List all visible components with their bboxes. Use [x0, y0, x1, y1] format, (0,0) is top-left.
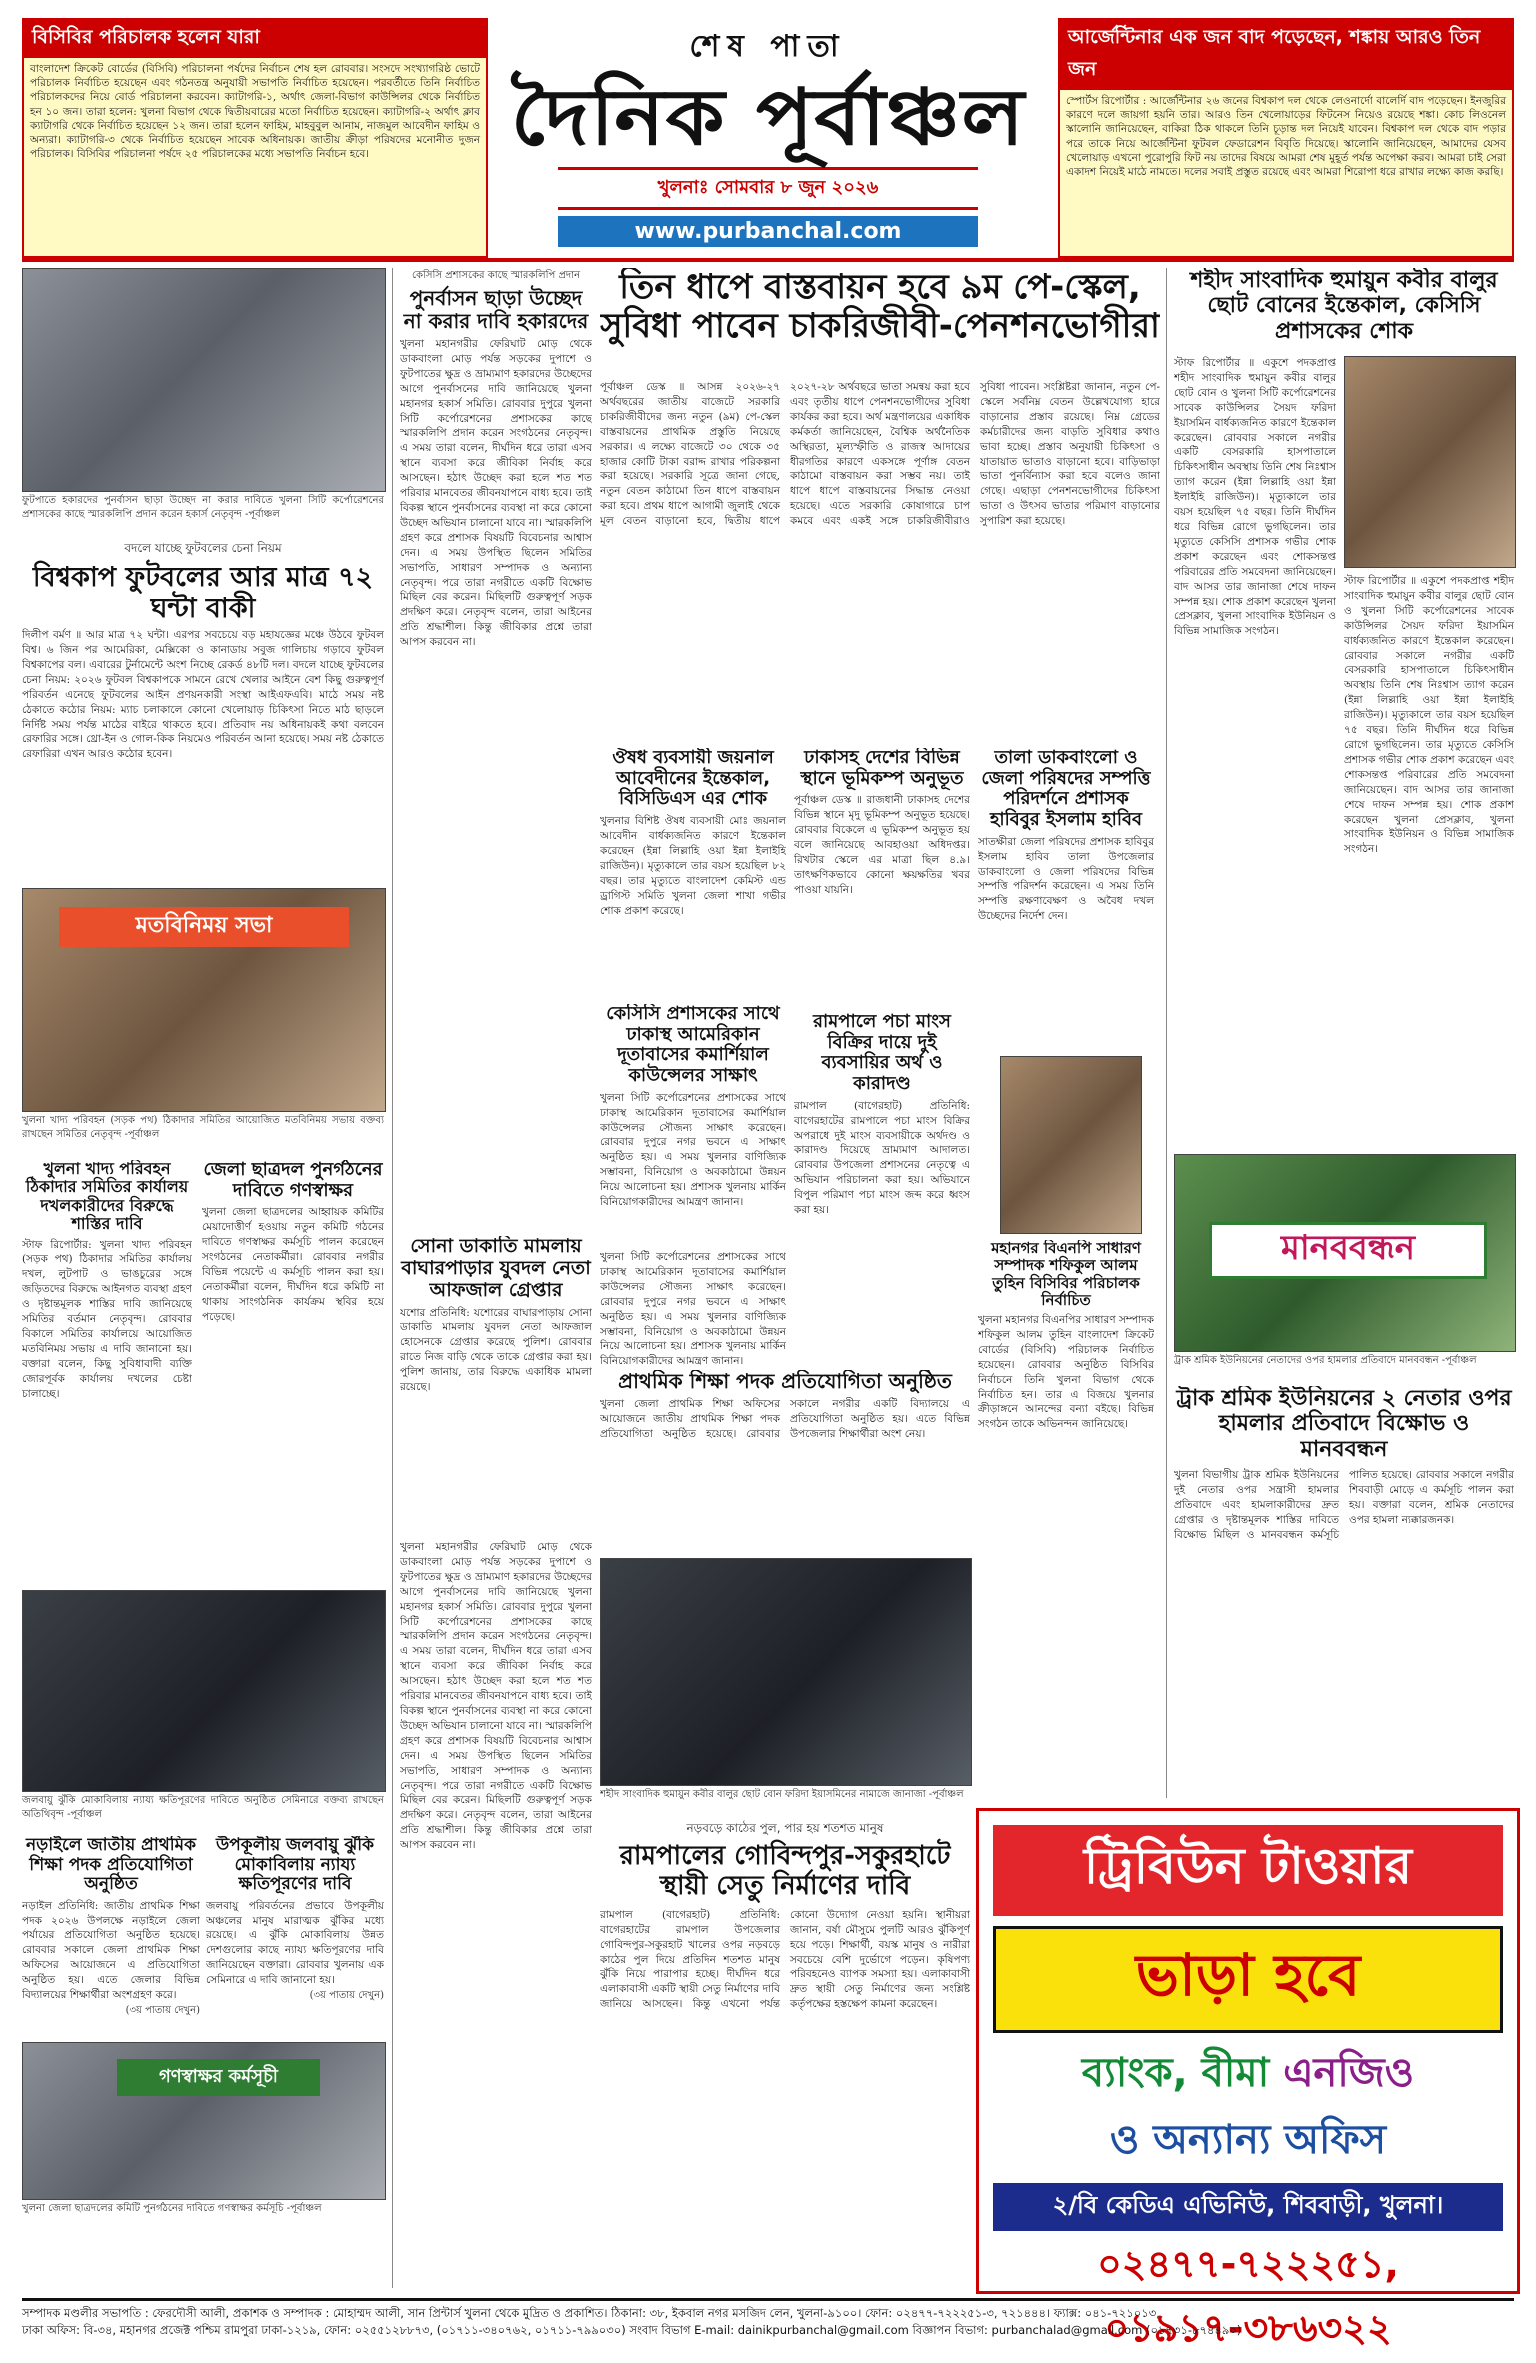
meeting-photo-caption: খুলনা খাদ্য পরিবহন (সড়ক পথ) ঠিকাদার সমিতির আয়োজিত মতবিনিময় সভায় বক্তব্য রাখছেন সমিতির নেতৃবৃন্দ -পূর্বাঞ্চল	[22, 1115, 384, 1140]
right-ear-box	[1058, 18, 1514, 258]
food-contractors-story	[22, 1160, 192, 1580]
worldcup-story	[22, 540, 384, 880]
ad-address: ২/বি কেডিএ এভিনিউ, শিববাড়ী, খুলনা।	[993, 2183, 1503, 2231]
jaynal-body: খুলনার বিশিষ্ট ঔষধ ব্যবসায়ী মোঃ জয়নাল আবেদীন বার্ধক্যজনিত কারণে ইন্তেকাল করেছেন (ইন্না লিল্লাহি ওয়া ইন্না ইলাইহি রাজিউন)। মৃত্যুকালে তার বয়স হয়েছিল ৮২ বছর। তার মৃত্যুতে বাংলাদেশ কেমিস্ট এন্ড ড্রাগিস্ট সমিতি খুলনা জেলা শাখা গভীর শোক প্রকাশ করেছে।	[600, 815, 786, 917]
shafiqul-headline: মহানগর বিএনপি সাধারণ সম্পাদক শফিকুল আলম তুহিন বিসিবির পরিচালক নির্বাচিত	[991, 1240, 1141, 1309]
climate-body: জলবায়ু পরিবর্তনের প্রভাবে উপকূলীয় অঞ্চলের মানুষ মারাত্মক ঝুঁকির মধ্যে রয়েছে। এ ঝুঁকি মোকাবিলায় উন্নত দেশগুলোর কাছে ন্যায্য ক্ষতিপূরণের দাবি জানিয়েছেন বক্তারা। রোববার খুলনায় এক সেমিনারে এ দাবি জানানো হয়।	[206, 1899, 384, 1987]
punorbason-headline: পুনর্বাসন ছাড়া উচ্ছেদ না করার দাবি হকারদের	[403, 286, 589, 333]
habib-story	[978, 748, 1154, 1048]
narail-continued: (৩য় পাতায় দেখুন)	[125, 2004, 200, 2016]
ambassador-body: খুলনা সিটি কর্পোরেশনের প্রশাসকের সাথে ঢাকাস্থ আমেরিকান দূতাবাসের কমার্শিয়াল কাউন্সেলর সৌজন্য সাক্ষাৎ করেছেন। রোববার দুপুরে নগর ভবনে এ সাক্ষাৎ অনুষ্ঠিত হয়। এ সময় খুলনার বাণিজ্যিক সম্ভাবনা, বিনিয়োগ ও অবকাঠামো উন্নয়ন নিয়ে আলোচনা হয়। প্রশাসক খুলনায় মার্কিন বিনিয়োগকারীদের আমন্ত্রণ জানান।	[600, 1091, 786, 1209]
rampal-bridge-story	[600, 1820, 970, 2290]
gold-story	[400, 1236, 592, 1536]
chhatradal-story	[202, 1160, 384, 1580]
hawkers-photo-caption: ফুটপাতে হকারদের পুনর্বাসন ছাড়া উচ্ছেদ না করার দাবিতে খুলনা সিটি কর্পোরেশনের প্রশাসকের কাছে স্মারকলিপি প্রদান করেন হকার্স নেতৃবৃন্দ -পূর্বাঞ্চল	[22, 495, 384, 520]
gold-body: যশোর প্রতিনিধি: যশোরের বাঘারপাড়ায় সোনা ডাকাতি মামলায় যুবদল নেতা আফজাল হোসেনকে গ্রেপ্তার করেছে পুলিশ। রোববার রাতে নিজ বাড়ি থেকে তাকে গ্রেপ্তার করা হয়। পুলিশ জানায়, তার বিরুদ্ধে একাধিক মামলা রয়েছে।	[400, 1306, 592, 1394]
climate-continued: (৩য় পাতায় দেখুন)	[309, 1990, 384, 2002]
lead-story-body: পূর্বাঞ্চল ডেস্ক ॥ আসন্ন ২০২৬-২৭ অর্থবছরের জাতীয় বাজেটে সরকারি চাকরিজীবীদের জন্য নতুন (৯ম) পে-স্কেল বাস্তবায়নের প্রাথমিক প্রস্তুতি নিয়েছে সরকার। এ লক্ষ্যে বাজেটে ৩০ থেকে ৩৫ হাজার কোটি টাকা বরাদ্দ রাখার পরিকল্পনা করা হয়েছে। সরকারি সূত্রে জানা গেছে, নতুন বেতন কাঠামো তিন ধাপে বাস্তবায়ন করা হবে। প্রথম ধাপে আগামী জুলাই থেকে মূল বেতন বাড়ানো হবে, দ্বিতীয় ধাপে ২০২৭-২৮ অর্থবছরে ভাতা সমন্বয় করা হবে এবং তৃতীয় ধাপে পেনশনভোগীদের সুবিধা কার্যকর করা হবে। অর্থ মন্ত্রণালয়ের একাধিক কর্মকর্তা জানিয়েছেন, বৈশ্বিক অর্থনৈতিক অস্থিরতা, মূল্যস্ফীতি ও রাজস্ব আদায়ের ধীরগতির কারণে একসঙ্গে পূর্ণাঙ্গ বেতন কাঠামো বাস্তবায়ন করা সম্ভব নয়। তাই ধাপে ধাপে বাস্তবায়নের সিদ্ধান্ত নেওয়া হয়েছে। এতে সরকারি কোষাগারে চাপ কমবে এবং একই সঙ্গে চাকরিজীবীরাও সুবিধা পাবেন। সংশ্লিষ্টরা জানান, নতুন পে-স্কেলে সর্বনিম্ন বেতন উল্লেখযোগ্য হারে বাড়ানোর প্রস্তাব রয়েছে। নিম্ন গ্রেডের কর্মচারীদের জন্য বাড়তি সুবিধার কথাও ভাবা হচ্ছে। প্রস্তাব অনুযায়ী চিকিৎসা ও যাতায়াত ভাতাও বাড়ানো হবে। বাড়িভাড়া ভাতা পুনর্বিন্যাস করা হবে বলেও জানা গেছে। এছাড়া পেনশনভোগীদের চিকিৎসা ভাতা ও উৎসব ভাতার পরিমাণ বাড়ানোর সুপারিশ করা হয়েছে।	[600, 381, 1160, 528]
food-contractors-headline: খুলনা খাদ্য পরিবহন ঠিকাদার সমিতির কার্যালয় দখলকারীদের বিরুদ্ধে শাস্তির দাবি	[25, 1160, 189, 1234]
meeting-photo-banner: মতবিনিময় সভা	[59, 907, 349, 947]
right-column-divider	[1166, 268, 1167, 1798]
ad-bank-insurance: ব্যাংক, বীমা	[1081, 2050, 1284, 2096]
punorbason-body: খুলনা মহানগরীর ফেরিঘাট মোড় থেকে ডাকবাংলা মোড় পর্যন্ত সড়কের দুপাশে ও ফুটপাতের ক্ষুদ্র ও ভ্রাম্যমাণ হকারদের উচ্ছেদের আগে পুনর্বাসনের দাবি জানিয়েছে খুলনা মহানগর হকার্স সমিতি। রোববার দুপুরে খুলনা সিটি কর্পোরেশনের প্রশাসকের কাছে স্মারকলিপি প্রদান করেন সংগঠনের নেতৃবৃন্দ। এ সময় তারা বলেন, দীর্ঘদিন ধরে তারা এসব স্থানে ব্যবসা করে জীবিকা নির্বাহ করে আসছেন। হঠাৎ উচ্ছেদ করা হলে শত শত পরিবার মানবেতর জীবনযাপনে বাধ্য হবে। তাই বিকল্প স্থানে পুনর্বাসনের ব্যবস্থা না করে কোনো উচ্ছেদ অভিযান চালানো যাবে না। স্মারকলিপি গ্রহণ করে প্রশাসক বিষয়টি বিবেচনার আশ্বাস দেন। এ সময় উপস্থিত ছিলেন সমিতির সভাপতি, সাধারণ সম্পাদক ও অন্যান্য নেতৃবৃন্দ। পরে তারা নগরীতে একটি বিক্ষোভ মিছিল বের করেন। মিছিলটি গুরুত্বপূর্ণ সড়ক প্রদক্ষিণ করে। নেতৃবৃন্দ বলেন, তারা আইনের প্রতি শ্রদ্ধাশীল। কিন্তু জীবিকার প্রশ্নে তারা আপস করবেন না।	[400, 338, 592, 649]
humayun-body: স্টাফ রিপোর্টার ॥ একুশে পদকপ্রাপ্ত শহীদ সাংবাদিক হুমায়ুন কবীর বালুর ছোট বোন ও খুলনা সিটি কর্পোরেশনের সাবেক কাউন্সিলর সৈয়দ ফরিদা ইয়াসমিন বার্ধক্যজনিত কারণে ইন্তেকাল করেছেন। রোববার সকালে নগরীর একটি বেসরকারি হাসপাতালে চিকিৎসাধীন অবস্থায় তিনি শেষ নিঃশ্বাস ত্যাগ করেন (ইন্না লিল্লাহি ওয়া ইন্না ইলাইহি রাজিউন)। মৃত্যুকালে তার বয়স হয়েছিল ৭৫ বছর। তিনি দীর্ঘদিন ধরে বিভিন্ন রোগে ভুগছিলেন। তার মৃত্যুতে কেসিসি প্রশাসক গভীর শোক প্রকাশ করেছেন এবং শোকসন্তপ্ত পরিবারের প্রতি সমবেদনা জানিয়েছেন। বাদ আসর তার জানাজা শেষে দাফন সম্পন্ন হয়। শোক প্রকাশ করেছেন খুলনা প্রেসক্লাব, খুলনা সাংবাদিক ইউনিয়ন ও বিভিন্ন সামাজিক সংগঠন।	[1174, 357, 1336, 638]
lead-headline-line2: সুবিধা পাবেন চাকরিজীবী-পেনশনভোগীরা	[600, 306, 1160, 347]
rampal-bridge-kicker: নড়বড়ে কাঠের পুল, পার হয় শতশত মানুষ	[686, 1821, 884, 1835]
chhatradal-headline: জেলা ছাত্রদল পুনর্গঠনের দাবিতে গণস্বাক্ষর	[203, 1160, 383, 1201]
chhatradal-body: খুলনা জেলা ছাত্রদলের আহ্বায়ক কমিটির মেয়াদোত্তীর্ণ হওয়ায় নতুন কমিটি গঠনের দাবিতে গণস্বাক্ষর কর্মসূচি পালন করেছেন সংগঠনের নেতাকর্মীরা। রোববার নগরীর বিভিন্ন পয়েন্টে এ কর্মসূচি পালন করা হয়। নেতাকর্মীরা বলেন, দীর্ঘদিন ধরে কমিটি না থাকায় সাংগঠনিক কার্যক্রম স্থবির হয়ে পড়েছে।	[202, 1206, 384, 1323]
rampal-meat-body: রামপাল (বাগেরহাট) প্রতিনিধি: বাগেরহাটের রামপালে পচা মাংস বিক্রির অপরাধে দুই মাংস ব্যবসায়ীকে অর্থদণ্ড ও কারাদণ্ড দিয়েছে ভ্রাম্যমাণ আদালত। রোববার উপজেলা প্রশাসনের নেতৃত্বে এ অভিযান পরিচালনা করা হয়। অভিযানে বিপুল পরিমাণ পচা মাংস জব্দ করে ধ্বংস করা হয়।	[794, 1099, 970, 1217]
humayun-body-cont: স্টাফ রিপোর্টার ॥ একুশে পদকপ্রাপ্ত শহীদ সাংবাদিক হুমায়ুন কবীর বালুর ছোট বোন ও খুলনা সিটি কর্পোরেশনের সাবেক কাউন্সিলর সৈয়দ ফরিদা ইয়াসমিন বার্ধক্যজনিত কারণে ইন্তেকাল করেছেন। রোববার সকালে নগরীর একটি বেসরকারি হাসপাতালে চিকিৎসাধীন অবস্থায় তিনি শেষ নিঃশ্বাস ত্যাগ করেন (ইন্না লিল্লাহি ওয়া ইন্না ইলাইহি রাজিউন)। মৃত্যুকালে তার বয়স হয়েছিল ৭৫ বছর। তিনি দীর্ঘদিন ধরে বিভিন্ন রোগে ভুগছিলেন। তার মৃত্যুতে কেসিসি প্রশাসক গভীর শোক প্রকাশ করেছেন এবং শোকসন্তপ্ত পরিবারের প্রতি সমবেদনা জানিয়েছেন। বাদ আসর তার জানাজা শেষে দাফন সম্পন্ন হয়। শোক প্রকাশ করেছেন খুলনা প্রেসক্লাব, খুলনা সাংবাদিক ইউনিয়ন ও বিভিন্ন সামাজিক সংগঠন।	[1344, 575, 1514, 856]
ad-line-bank	[979, 2041, 1517, 2108]
meeting-photo	[22, 888, 386, 1112]
primary-edu-story	[600, 1370, 970, 1550]
climate-headline: উপকূলীয় জলবায়ু ঝুঁকি মোকাবিলায় ন্যায্য ক্ষতিপূরণের দাবি	[216, 1836, 374, 1895]
ad-phone[interactable]: ০২৪৭৭-৭২২২৫১, ০১৯১৭-৩৮৬৩২২	[1097, 2242, 1399, 2350]
earthquake-story	[794, 748, 970, 1008]
worldcup-body: দিলীপ বর্মণ ॥ আর মাত্র ৭২ ঘন্টা। এরপর সবচেয়ে বড় মহাযজ্ঞের মঞ্চে উঠবে ফুটবল বিশ্ব। ৬ জিন পর আমেরিকা, মেক্সিকো ও কানাডায় সবুজ গালিচায় গড়াবে ফুটবল বিশ্বকাপের বল। এবারের টুর্নামেন্টে অংশ নিচ্ছে রেকর্ড ৪৮টি দল। বদলে যাচ্ছে ফুটবলের চেনা নিয়ম: ২০২৬ ফুটবল বিশ্বকাপকে সামনে রেখে খেলার আইনে বেশ কিছু গুরুত্বপূর্ণ পরিবর্তন এনেছে ফুটবলের আইন প্রণয়নকারী সংস্থা আইএফএবি। মাঠে সময় নষ্ট ঠেকাতে কঠোর নিয়ম: ম্যাচ চলাকালে কোনো খেলোয়াড় চিকিৎসা নিতে মাঠ ছাড়লে নির্দিষ্ট সময় পর্যন্ত মাঠের বাইরে থাকতে হবে। প্রতিবাদ নয় অধিনায়কই কথা বলবেন রেফারির সঙ্গে। থ্রো-ইন ও গোল-কিক নিয়মেও পরিবর্তন আনা হয়েছে। সময় নষ্ট ঠেকাতে রেফারিরা এখন আরও কঠোর হবেন।	[22, 629, 384, 761]
human-chain-photo	[1174, 1154, 1516, 1352]
primary-edu-body: খুলনা জেলা প্রাথমিক শিক্ষা অফিসের আয়োজনে জাতীয় প্রাথমিক শিক্ষা পদক প্রতিযোগিতা অনুষ্ঠিত হয়েছে। রোববার সকালে নগরীর একটি বিদ্যালয়ে এ প্রতিযোগিতা অনুষ্ঠিত হয়। এতে বিভিন্ন উপজেলার শিক্ষার্থীরা অংশ নেয়।	[600, 1398, 970, 1440]
left-ear-box	[22, 18, 488, 258]
janaza-photo-caption: শহীদ সাংবাদিক হুমায়ুন কবীর বালুর ছোট বোন ফরিদা ইয়াসমিনের নামাজে জানাজা -পূর্বাঞ্চল	[600, 1789, 964, 1800]
ambassador-body-more: খুলনা সিটি কর্পোরেশনের প্রশাসকের সাথে ঢাকাস্থ আমেরিকান দূতাবাসের কমার্শিয়াল কাউন্সেলর সৌজন্য সাক্ষাৎ করেছেন। রোববার দুপুরে নগর ভবনে এ সাক্ষাৎ অনুষ্ঠিত হয়। এ সময় খুলনার বাণিজ্যিক সম্ভাবনা, বিনিয়োগ ও অবকাঠামো উন্নয়ন নিয়ে আলোচনা হয়। প্রশাসক খুলনায় মার্কিন বিনিয়োগকারীদের আমন্ত্রণ জানান।	[600, 1251, 786, 1368]
website-link[interactable]: www.purbanchal.com	[558, 216, 978, 247]
rampal-meat-story	[794, 1012, 970, 1372]
ad-ngo: এনজিও	[1283, 2050, 1415, 2096]
seminar-photo	[22, 1590, 386, 1792]
right-ear-title: আর্জেন্টিনার এক জন বাদ পড়েছেন, শঙ্কায় আরও তিন জন	[1060, 20, 1512, 90]
gold-headline: সোনা ডাকাতি মামলায় বাঘারপাড়ার যুবদল নেতা আফজাল গ্রেপ্তার	[401, 1236, 591, 1301]
imprint-footer	[22, 2298, 1514, 2349]
human-chain-photo-banner: মানববন্ধন	[1209, 1222, 1487, 1279]
imprint-line-2: ঢাকা অফিস: বি-৩৪, মহানগর প্রজেক্ট পশ্চিম রামপুরা ঢাকা-১২১৯, ফোন: ০২৫৫১২৮৮৭৩, (০১৭১১-৩৪০৭৬২, ০১৭১১-৭৯৯০৩০) সংবাদ বিভাগ E-mail: dainikpurbanchal@gmail.com বিজ্ঞাপন বিভাগ: purbanchalad@gmail.com (০১৭৩১-৮৭৪৪৯০)	[22, 2323, 1242, 2338]
narail-body: নড়াইল প্রতিনিধি: জাতীয় প্রাথমিক শিক্ষা পদক ২০২৬ উপলক্ষে নড়াইলে জেলা পর্যায়ের প্রতিযোগিতা অনুষ্ঠিত হয়েছে। রোববার সকালে জেলা প্রাথমিক শিক্ষা অফিসের আয়োজনে এ প্রতিযোগিতা অনুষ্ঠিত হয়। এতে জেলার বিভিন্ন বিদ্যালয়ের শিক্ষার্থীরা অংশগ্রহণ করে।	[22, 1899, 200, 2002]
worldcup-kicker: বদলে যাচ্ছে ফুটবলের চেনা নিয়ম	[124, 541, 282, 555]
punorbason-story	[400, 268, 592, 1228]
ad-title: ট্রিবিউন টাওয়ার	[993, 1825, 1503, 1916]
shafiqul-portrait	[1000, 1056, 1142, 1234]
jaynal-headline: ঔষধ ব্যবসায়ী জয়নাল আবেদীনের ইন্তেকাল, বিসিডিএস এর শোক	[612, 748, 774, 810]
truck-headline: ট্রাক শ্রমিক ইউনিয়নের ২ নেতার ওপর হামলার প্রতিবাদে বিক্ষোভ ও মানববন্ধন	[1176, 1386, 1512, 1462]
humayun-headline-block	[1174, 268, 1514, 348]
worldcup-headline: বিশ্বকাপ ফুটবলের আর মাত্র ৭২ ঘন্টা বাকী	[32, 562, 374, 625]
seminar-photo-caption: জলবায়ু ঝুঁকি মোকাবিলায় ন্যায্য ক্ষতিপূরণের দাবিতে অনুষ্ঠিত সেমিনারে বক্তব্য রাখছেন অতিথিবৃন্দ -পূর্বাঞ্চল	[22, 1795, 384, 1820]
shafiqul-body: খুলনা মহানগর বিএনপির সাধারণ সম্পাদক শফিকুল আলম তুহিন বাংলাদেশ ক্রিকেট বোর্ডের (বিসিবি) পরিচালক নির্বাচিত হয়েছেন। রোববার অনুষ্ঠিত বিসিবির নির্বাচনে তিনি খুলনা বিভাগ থেকে নির্বাচিত হন। তার এ বিজয়ে খুলনার ক্রীড়াঙ্গনে আনন্দের বন্যা বইছে। বিভিন্ন সংগঠন তাকে অভিনন্দন জানিয়েছে।	[978, 1314, 1154, 1431]
signature-photo-banner: গণস্বাক্ষর কর্মসূচী	[117, 2059, 320, 2096]
narail-headline: নড়াইলে জাতীয় প্রাথমিক শিক্ষা পদক প্রতিযোগিতা অনুষ্ঠিত	[26, 1836, 196, 1895]
truck-body: খুলনা বিভাগীয় ট্রাক শ্রমিক ইউনিয়নের দুই নেতার ওপর সন্ত্রাসী হামলার প্রতিবাদে এবং হামলাকারীদের দ্রুত গ্রেপ্তার ও দৃষ্টান্তমূলক শাস্তির দাবিতে বিক্ষোভ মিছিল ও মানববন্ধন কর্মসূচি পালিত হয়েছে। রোববার সকালে নগরীর শিববাড়ী মোড়ে এ কর্মসূচি পালন করা হয়। বক্তারা বলেন, শ্রমিক নেতাদের ওপর হামলা ন্যক্কারজনক।	[1174, 1468, 1514, 1541]
imprint-line-1: সম্পাদক মণ্ডলীর সভাপতি : ফেরদৌসী আলী, প্রকাশক ও সম্পাদক : মোহাম্মদ আলী, সান প্রিন্টার্স খুলনা থেকে মুদ্রিত ও প্রকাশিত। ঠিকানা: ৩৮, ইকবাল নগর মসজিদ লেন, খুলনা-৯১০০। ফোন: ০২৪৭৭-৭২২২৫১-৩, ৭২১৪৪৪। ফ্যাক্স: ০৪১-৭২১০১৩,	[22, 2306, 1160, 2320]
ad-line-offices: ও অন্যান্য অফিস	[1109, 2117, 1387, 2163]
janaza-photo	[600, 1558, 972, 1786]
earthquake-body: পূর্বাঞ্চল ডেস্ক ॥ রাজধানী ঢাকাসহ দেশের বিভিন্ন স্থানে মৃদু ভূমিকম্প অনুভূত হয়েছে। রোববার বিকেলে এ ভূমিকম্প অনুভূত হয় বলে জানিয়েছে আবহাওয়া অধিদপ্তর। রিখটার স্কেলে এর মাত্রা ছিল ৪.৯। তাৎক্ষণিকভাবে কোনো ক্ষয়ক্ষতির খবর পাওয়া যায়নি।	[794, 794, 970, 896]
ambassador-headline: কেসিসি প্রশাসকের সাথে ঢাকাস্থ আমেরিকান দূতাবাসের কমার্শিয়াল কাউন্সেলর সাক্ষাৎ	[606, 1004, 780, 1087]
gold-story-cont: খুলনা মহানগরীর ফেরিঘাট মোড় থেকে ডাকবাংলা মোড় পর্যন্ত সড়কের দুপাশে ও ফুটপাতের ক্ষুদ্র ও ভ্রাম্যমাণ হকারদের উচ্ছেদের আগে পুনর্বাসনের দাবি জানিয়েছে খুলনা মহানগর হকার্স সমিতি। রোববার দুপুরে খুলনা সিটি কর্পোরেশনের প্রশাসকের কাছে স্মারকলিপি প্রদান করেন সংগঠনের নেতৃবৃন্দ। এ সময় তারা বলেন, দীর্ঘদিন ধরে তারা এসব স্থানে ব্যবসা করে জীবিকা নির্বাহ করে আসছেন। হঠাৎ উচ্ছেদ করা হলে শত শত পরিবার মানবেতর জীবনযাপনে বাধ্য হবে। তাই বিকল্প স্থানে পুনর্বাসনের ব্যবস্থা না করে কোনো উচ্ছেদ অভিযান চালানো যাবে না। স্মারকলিপি গ্রহণ করে প্রশাসক বিষয়টি বিবেচনার আশ্বাস দেন। এ সময় উপস্থিত ছিলেন সমিতির সভাপতি, সাধারণ সম্পাদক ও অন্যান্য নেতৃবৃন্দ। পরে তারা নগরীতে একটি বিক্ষোভ মিছিল বের করেন। মিছিলটি গুরুত্বপূর্ণ সড়ক প্রদক্ষিণ করে। নেতৃবৃন্দ বলেন, তারা আইনের প্রতি শ্রদ্ধাশীল। কিন্তু জীবিকার প্রশ্নে তারা আপস করবেন না।	[400, 1541, 592, 1852]
ambassador-story	[600, 1004, 786, 1244]
primary-edu-headline: প্রাথমিক শিক্ষা পদক প্রতিযোগিতা অনুষ্ঠিত	[618, 1370, 952, 1393]
lead-headline-block	[600, 268, 1160, 376]
farida-portrait	[1344, 356, 1516, 568]
masthead-rule	[22, 258, 1514, 262]
section-label: শেষ পাতা	[689, 29, 847, 64]
left-ear-body: বাংলাদেশ ক্রিকেট বোর্ডের (বিসিবি) পরিচালনা পর্ষদের নির্বাচন শেষ হল রোববার। সংসদে সংখ্যাগরিষ্ঠ ভোটে পরিচালক নির্বাচিত হয়েছেন এবং গঠনতন্ত্র অনুযায়ী সভাপতি নির্বাচিত হয়েছেন। পরবর্তীতে তিনি নির্বাচিত পরিচালকদের নিয়ে বোর্ড পরিচালনা করবেন। ক্যাটাগরি-১, অর্থাৎ জেলা-বিভাগ কাউন্সিলর থেকে নির্বাচিত হন ১০ জন। তারা হলেন: খুলনা বিভাগ থেকে দ্বিতীয়বারের মতো নির্বাচিত হয়েছেন। ক্যাটাগরি-২ অর্থাৎ ক্লাব ক্যাটাগরি থেকে নির্বাচিত হয়েছেন ১২ জন। তারা হলেন ফাহিম, মাহবুবুল আনাম, নাজমুল আবেদীন ফাহিম ও অন্যরা। ক্যাটাগরি-৩ থেকে নির্বাচিত হয়েছেন সাবেক অধিনায়ক। জাতীয় ক্রীড়া পরিষদের মনোনীত দুজন পরিচালক। বিসিবির পরিচালনা পর্ষদে ২৫ পরিচালকের মধ্যে সভাপতি নির্বাচন হবে।	[30, 63, 480, 161]
signature-photo-caption: খুলনা জেলা ছাত্রদলের কমিটি পুনর্গঠনের দাবিতে গণস্বাক্ষর কর্মসূচি -পূর্বাঞ্চল	[22, 2203, 322, 2214]
food-contractors-body: স্টাফ রিপোর্টার: খুলনা খাদ্য পরিবহন (সড়ক পথ) ঠিকাদার সমিতির কার্যালয় দখল, লুটপাট ও ভাঙচুরের সঙ্গে জড়িতদের বিরুদ্ধে আইনগত ব্যবস্থা গ্রহণ ও দৃষ্টান্তমূলক শাস্তির দাবি জানিয়েছে সমিতির বর্তমান নেতৃবৃন্দ। রোববার বিকালে সমিতির কার্যালয়ে আয়োজিত মতবিনিময় সভায় এ দাবি জানানো হয়। বক্তারা বলেন, কিছু সুবিধাবাদী ব্যক্তি জোরপূর্বক কার্যালয় দখলের চেষ্টা চালাচ্ছে।	[22, 1238, 192, 1400]
truck-story	[1174, 1386, 1514, 1802]
ad-for-rent: ভাড়া হবে	[993, 1926, 1503, 2033]
newspaper-name: দৈনিক পূর্বাঞ্চল	[510, 72, 1026, 163]
masthead	[22, 18, 1514, 256]
habib-body: সাতক্ষীরা জেলা পরিষদের প্রশাসক হাবিবুর ইসলাম হাবিব তালা উপজেলার ডাকবাংলো ও জেলা পরিষদের বিভিন্ন সম্পত্তি পরিদর্শন করেছেন। এ সময় তিনি সম্পত্তি রক্ষণাবেক্ষণ ও অবৈধ দখল উচ্ছেদের নির্দেশ দেন।	[978, 835, 1154, 923]
human-chain-photo-caption: ট্রাক শ্রমিক ইউনিয়নের নেতাদের ওপর হামলার প্রতিবাদে মানববন্ধন -পূর্বাঞ্চল	[1174, 1355, 1477, 1366]
rampal-meat-headline: রামপালে পচা মাংস বিক্রির দায়ে দুই ব্যবসায়ির অর্থ ও কারাদণ্ড	[813, 1012, 951, 1095]
dateline: খুলনাঃ সোমবার ৮ জুন ২০২৬	[558, 167, 978, 210]
rampal-bridge-body: রামপাল (বাগেরহাট) প্রতিনিধি: বাগেরহাটের রামপাল উপজেলার গোবিন্দপুর-সকুরহাট খালের ওপর নড়বড়ে কাঠের পুল দিয়ে প্রতিদিন শতশত মানুষ ঝুঁকি নিয়ে পারাপার হচ্ছে। দীর্ঘদিন ধরে এলাকাবাসী একটি স্থায়ী সেতু নির্মাণের দাবি জানিয়ে আসছেন। কিন্তু এখনো পর্যন্ত কোনো উদ্যোগ নেওয়া হয়নি। স্থানীয়রা জানান, বর্ষা মৌসুমে পুলটি আরও ঝুঁকিপূর্ণ হয়ে পড়ে। শিক্ষার্থী, বয়স্ক মানুষ ও নারীরা সবচেয়ে বেশি দুর্ভোগে পড়েন। কৃষিপণ্য পরিবহনেও ব্যাপক সমস্যা হয়। এলাকাবাসী দ্রুত স্থায়ী সেতু নির্মাণের জন্য সংশ্লিষ্ট কর্তৃপক্ষের হস্তক্ষেপ কামনা করেছেন।	[600, 1908, 970, 2011]
habib-headline: তালা ডাকবাংলো ও জেলা পরিষদের সম্পত্তি পরিদর্শনে প্রশাসক হাবিবুর ইসলাম হাবিব	[981, 748, 1151, 831]
hawkers-photo	[22, 268, 386, 492]
rampal-bridge-headline: রামপালের গোবিন্দপুর-সকুরহাটে স্থায়ী সেতু নির্মাণের দাবি	[619, 1841, 951, 1901]
title-block	[510, 18, 1026, 256]
column-divider	[392, 268, 393, 2288]
shafiqul-story	[978, 1240, 1154, 1800]
left-ear-title: বিসিবির পরিচালক হলেন যারা	[24, 20, 486, 58]
right-ear-body: স্পোর্টস রিপোর্টার : আর্জেন্টিনার ২৬ জনের বিশ্বকাপ দল থেকে লেওনার্দো বালের্দি বাদ পড়েছেন। ইনজুরির কারণে দলে জায়গা হয়নি তার। আরও তিন খেলোয়াড়ের ফিটনেস নিয়েও রয়েছে শঙ্কা। কোচ লিওনেল স্কালোনি জানিয়েছেন, বাকিরা ঠিক থাকলে তিনি চূড়ান্ত দল নিয়েই যাবেন। বিশ্বকাপ দল থেকে বাদ পড়ার পরে তাকে নিয়ে আর্জেন্টিনা ফুটবল ফেডারেশন বিবৃতি দিয়েছে। স্কালোনি জানিয়েছেন, আমাদের যেসব খেলোয়াড় এখনো পুরোপুরি ফিট নয় তাদের বিষয়ে আমরা শেষ মুহূর্ত পর্যন্ত অপেক্ষা করব। আমরা চাই সেরা একাদশ নিয়েই মাঠে নামতে। দলের সবাই প্রস্তুত রয়েছে এবং আমরা শিরোপা ধরে রাখার লক্ষ্যে কাজ করছি।	[1066, 95, 1506, 178]
punorbason-kicker: কেসিসি প্রশাসকের কাছে স্মারকলিপি প্রদান	[411, 270, 581, 281]
signature-photo	[22, 2042, 386, 2200]
lead-headline-line1: তিন ধাপে বাস্তবায়ন হবে ৯ম পে-স্কেল,	[619, 268, 1141, 307]
humayun-headline: শহীদ সাংবাদিক হুমায়ুন কবীর বালুর ছোট বোনের ইন্তেকাল, কেসিসি প্রশাসকের শোক	[1190, 268, 1498, 344]
earthquake-headline: ঢাকাসহ দেশের বিভিন্ন স্থানে ভূমিকম্প অনুভূত	[800, 748, 964, 789]
tribune-tower-ad	[976, 1808, 1520, 2350]
